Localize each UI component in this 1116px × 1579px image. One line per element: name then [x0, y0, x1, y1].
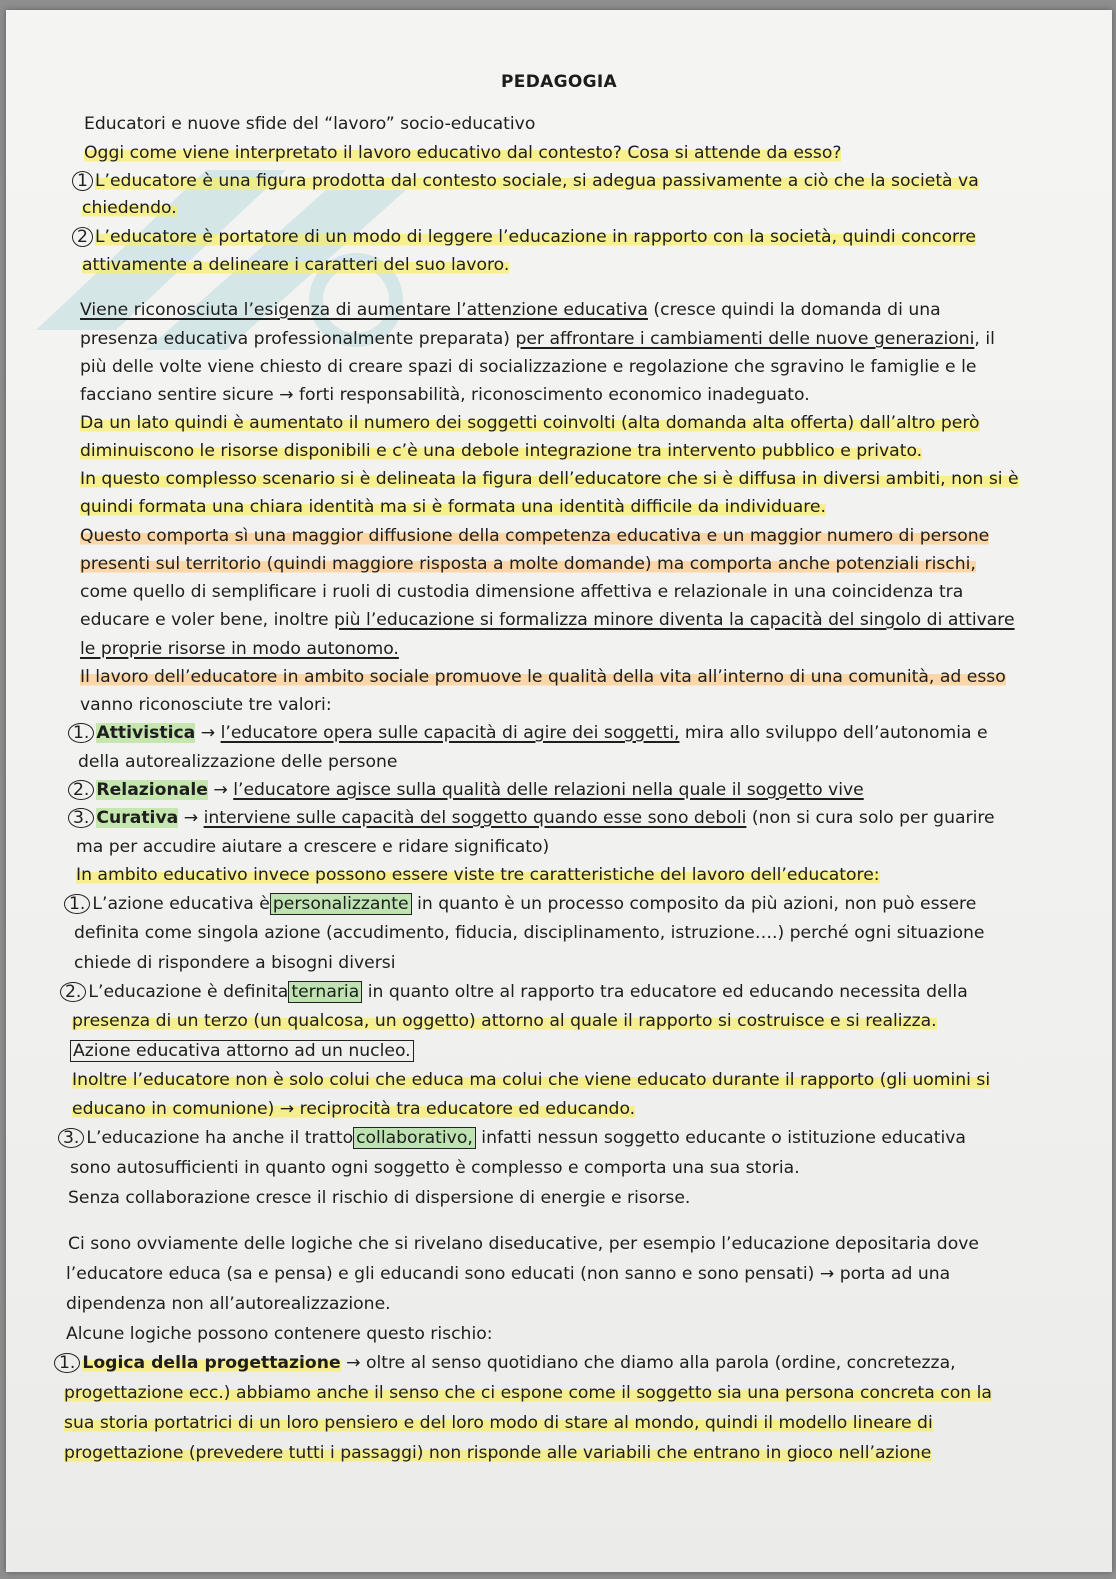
text-span: mira allo sviluppo dell’autonomia e [679, 723, 988, 743]
boxed-text: Azione educativa attorno ad un nucleo. [70, 1040, 414, 1062]
underlined-text: per affrontare i cambiamenti delle nuove generazioni [515, 329, 975, 349]
text-line: chiede di rispondere a bisogni diversi [74, 953, 396, 973]
highlighted-text: In ambito educativo invece possono essere viste tre caratteristiche del lavoro dell’educatore: [76, 865, 880, 885]
text-line [64, 1442, 931, 1464]
text-line [80, 412, 980, 434]
text-line: vanno riconosciute tre valori: [80, 695, 332, 715]
item-text-continued: attivamente a delineare i caratteri del suo lavoro. [82, 255, 510, 275]
text-line: ma per accudire aiutare a crescere e ridare significato) [76, 837, 550, 857]
item-text: L’educatore è una figura prodotta dal contesto sociale, si adegua passivamente a ciò che la società va [94, 171, 979, 191]
highlighted-text: quindi formata una chiara identità ma si è formata una identità difficile da individuare. [80, 497, 826, 517]
arrow: → [207, 780, 234, 800]
list-item [68, 722, 988, 744]
text-line [80, 328, 995, 350]
highlighted-text: progettazione (prevedere tutti i passaggi) non risponde alle variabili che entrano in gioco nell’azione [64, 1443, 932, 1463]
underlined-text: l’educatore opera sulle capacità di agire dei soggetti, [220, 723, 680, 743]
question-text: Oggi come viene interpretato il lavoro educativo dal contesto? Cosa si attende da esso? [84, 143, 842, 163]
underlined-text: interviene sulle capacità del soggetto quando esse sono deboli [203, 808, 747, 828]
item-number: 1. [54, 1353, 80, 1373]
boxed-keyword: collaborativo, [353, 1127, 476, 1149]
text-span: → oltre al senso quotidiano che diamo alla parola (ordine, concretezza, [340, 1353, 956, 1373]
text-line: definita come singola azione (accudimento, fiducia, disciplinamento, istruzione….) perché ogni situazione [74, 923, 985, 943]
highlighted-text: diminuiscono le risorse disponibili e c’è una debole integrazione tra intervento pubblico e privato. [80, 441, 923, 461]
list-item [68, 779, 864, 801]
text-line: facciano sentire sicure → forti responsabilità, riconoscimento economico inadeguato. [80, 385, 810, 405]
text-line [64, 1382, 992, 1404]
document-page [6, 10, 1112, 1572]
text-line [72, 1069, 990, 1091]
item-text: L’educatore è portatore di un modo di leggere l’educazione in rapporto con la società, quindi concorre [94, 227, 976, 247]
boxed-keyword: personalizzante [270, 893, 412, 915]
list-item [58, 1127, 966, 1149]
text-line [72, 1098, 635, 1120]
text-line [80, 440, 922, 462]
item-number: 3. [58, 1128, 84, 1148]
item-keyword: Curativa [96, 808, 179, 828]
list-item [64, 893, 976, 915]
item-keyword: Logica della progettazione [82, 1353, 341, 1373]
underlined-text: l’educatore agisce sulla qualità delle relazioni nella quale il soggetto vive [233, 780, 864, 800]
text-line [64, 1412, 933, 1434]
text-line [80, 468, 1019, 490]
text-line: più delle volte viene chiesto di creare spazi di socializzazione e regolazione che sgravino le famiglie e le [80, 357, 977, 377]
highlighted-text: educano in comunione) → reciprocità tra educatore ed educando. [72, 1099, 636, 1119]
underlined-text: le proprie risorse in modo autonomo. [80, 639, 399, 659]
arrow: → [195, 723, 221, 743]
item-number: 1 [72, 171, 93, 191]
text-line [82, 254, 509, 276]
text-span: L’educazione è definita [88, 982, 289, 1002]
highlighted-text: presenti sul territorio (quindi maggiore risposta a molte domande) ma comporta anche potenziali rischi, [80, 554, 976, 574]
list-item [68, 807, 995, 829]
text-line [82, 197, 177, 219]
arrow: → [178, 808, 204, 828]
text-line [80, 638, 399, 660]
text-line [70, 1040, 414, 1062]
text-line [76, 864, 880, 886]
list-item [60, 981, 968, 1003]
text-span: in quanto oltre al rapporto tra educatore ed educando necessita della [362, 982, 968, 1002]
boxed-keyword: ternaria [288, 981, 362, 1003]
item-number: 1. [68, 723, 94, 743]
item-number: 2. [60, 982, 86, 1002]
list-item [72, 170, 979, 192]
list-item [54, 1352, 956, 1374]
highlighted-text: Inoltre l’educatore non è solo colui che educa ma colui che viene educato durante il rapporto (gli uomini si [72, 1070, 991, 1090]
text-line: l’educatore educa (sa e pensa) e gli educandi sono educati (non sanno e sono pensati) → porta ad una [66, 1264, 951, 1284]
highlighted-text: sua storia portatrici di un loro pensiero e del loro modo di stare al mondo, quindi il modello lineare di [64, 1413, 933, 1433]
item-number: 1. [64, 894, 90, 914]
underlined-text: Viene riconosciuta l’esigenza di aumentare l’attenzione educativa [80, 300, 648, 320]
text-line [80, 299, 941, 321]
text-line: Ci sono ovviamente delle logiche che si rivelano diseducative, per esempio l’educazione depositaria dove [68, 1234, 979, 1254]
text-line [80, 666, 1006, 688]
item-text-continued: chiedendo. [82, 198, 177, 218]
item-number: 2. [68, 780, 94, 800]
text-span: (non si cura solo per guarire [746, 808, 995, 828]
text-line [72, 1010, 937, 1032]
subtitle-line: Educatori e nuove sfide del “lavoro” socio-educativo [84, 114, 536, 134]
highlighted-text: Questo comporta sì una maggior diffusione della competenza educativa e un maggior numero di persone [80, 526, 990, 546]
text-span: in quanto è un processo composito da più azioni, non può essere [411, 894, 977, 914]
text-span: infatti nessun soggetto educante o istituzione educativa [475, 1128, 966, 1148]
text-line: dipendenza non all’autorealizzazione. [66, 1294, 391, 1314]
text-span: presenza educativa professionalmente preparata) [80, 329, 516, 349]
page-title: PEDAGOGIA [501, 72, 617, 92]
highlighted-text: In questo complesso scenario si è delineata la figura dell’educatore che si è diffusa in diversi ambiti, non si è [80, 469, 1019, 489]
text-line: Senza collaborazione cresce il rischio di dispersione di energie e risorse. [68, 1188, 691, 1208]
text-span: L’educazione ha anche il tratto [86, 1128, 354, 1148]
text-line: sono autosufficienti in quanto ogni soggetto è complesso e comporta una sua storia. [70, 1158, 800, 1178]
text-span: , il [974, 329, 995, 349]
text-span: educare e voler bene, inoltre [80, 610, 334, 630]
text-span: L’azione educativa è [92, 894, 270, 914]
highlighted-text: Il lavoro dell’educatore in ambito sociale promuove le qualità della vita all’interno di una comunità, ad esso [80, 667, 1006, 687]
text-line [84, 142, 841, 164]
text-line [80, 553, 976, 575]
highlighted-text: Da un lato quindi è aumentato il numero dei soggetti coinvolti (alta domanda alta offerta) dall’altro però [80, 413, 980, 433]
highlighted-text: progettazione ecc.) abbiamo anche il senso che ci espone come il soggetto sia una persona concreta con la [64, 1383, 992, 1403]
item-number: 2 [72, 227, 93, 247]
text-line: Alcune logiche possono contenere questo rischio: [66, 1324, 493, 1344]
underlined-text: più l’educazione si formalizza minore diventa la capacità del singolo di attivare [334, 610, 1015, 630]
item-number: 3. [68, 808, 94, 828]
text-line [80, 525, 989, 547]
text-line: come quello di semplificare i ruoli di custodia dimensione affettiva e relazionale in una coincidenza tra [80, 582, 964, 602]
text-span: (cresce quindi la domanda di una [647, 300, 941, 320]
item-keyword: Attivistica [96, 723, 196, 743]
text-line: della autorealizzazione delle persone [78, 752, 398, 772]
text-line [80, 496, 826, 518]
item-keyword: Relazionale [96, 780, 208, 800]
text-line [80, 609, 1015, 631]
list-item [72, 226, 976, 248]
highlighted-text: presenza di un terzo (un qualcosa, un oggetto) attorno al quale il rapporto si costruisce e si realizza. [72, 1011, 937, 1031]
